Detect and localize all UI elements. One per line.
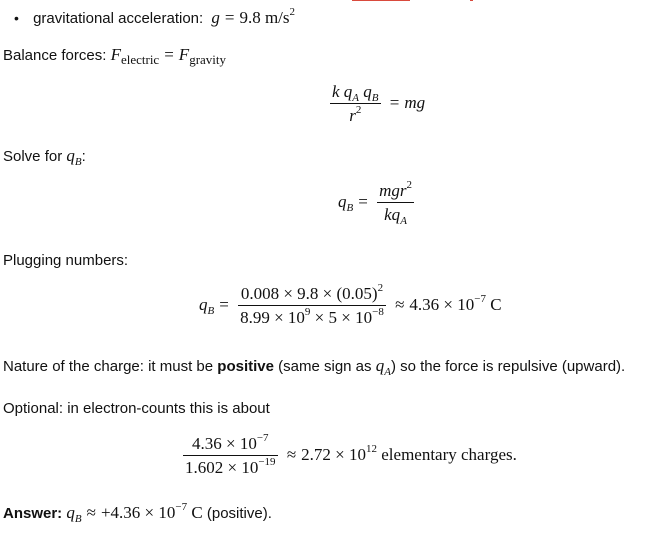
solve-for-line: Solve for $q_B$: (3, 146, 86, 168)
cropped-previous-line (0, 0, 663, 3)
nature-of-charge-line: Nature of the charge: it must be positive (same sign as $q_A$) so the force is repulsive (upward). (3, 356, 626, 378)
balance-expression: $F_{electric} = F_{gravity}$ (110, 45, 227, 67)
fraction: $\frac{0.008 \times 9.8 \times (0.05)^2}{8.99 \times 10^9 \times 5 \times 10^{-8}}$ (240, 282, 384, 327)
answer-label: Answer: (3, 505, 63, 522)
fraction: $\frac{4.36 \times 10^{-7}}{1.602 \times 10^{-19}}$ (185, 432, 276, 477)
optional-note: Optional: in electron-counts this is about (3, 400, 270, 417)
bullet-item-gravity (14, 8, 295, 28)
balance-forces-line (3, 45, 226, 65)
equation-solved-qb: $q_B$ = $\frac{mgr^2}{kq_A}$ (338, 179, 412, 227)
bullet-dot-icon: • (14, 10, 19, 26)
equation-coulomb-balance: $\frac{k q_A q_B}{r^2}$ = mg (332, 82, 426, 125)
positive-emphasis: positive (217, 358, 274, 375)
gravity-expression: g = 9.8 $m/s^2$ (211, 6, 296, 27)
plugging-numbers-label: Plugging numbers: (3, 252, 129, 269)
bullet-label: gravitational acceleration: (33, 10, 204, 27)
fraction: $\frac{k q_A q_B}{r^2}$ (332, 82, 379, 125)
balance-label: Balance forces: (3, 47, 107, 64)
equation-numeric: $q_B$ = $\frac{0.008 \times 9.8 \times (0.05)^2}{8.99 \times 10^9 \times 5 \times 10^{-8}}$ ≈ $4.36 \times 10^{-7}$ C (199, 282, 502, 327)
fraction: $\frac{mgr^2}{kq_A}$ (379, 179, 412, 227)
answer-line: Answer: $q_B \approx +4.36 \times 10^{-7}$ C (positive). (3, 501, 272, 525)
equation-electron-count: $\frac{4.36 \times 10^{-7}}{1.602 \times 10^{-19}}$ ≈ $2.72 \times 10^{12}$ elementary charges. (185, 432, 517, 477)
